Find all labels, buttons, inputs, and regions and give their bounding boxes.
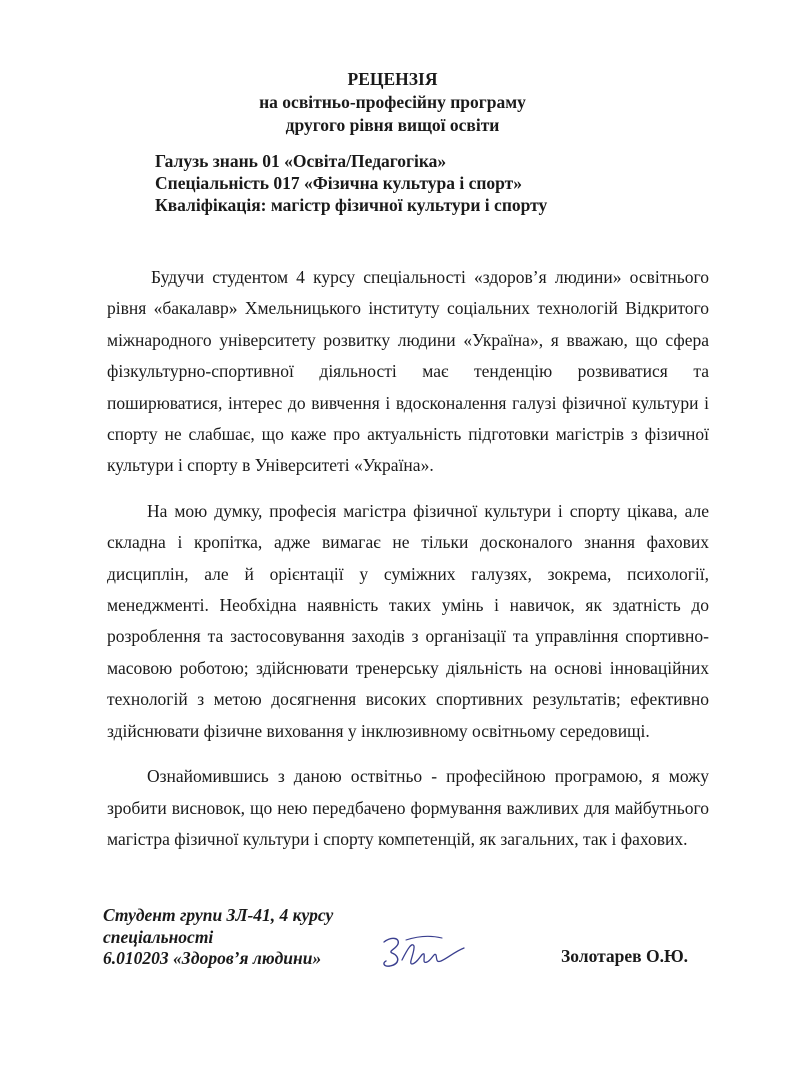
- document-subtitle-1: на освітньо-професійну програму: [259, 92, 526, 112]
- specialty: Спеціальність 017 «Фізична культура і спорт»: [155, 173, 523, 193]
- handwritten-signature-icon: [378, 930, 468, 974]
- author-position-line-3: 6.010203 «Здоров’я людини»: [103, 948, 322, 968]
- body-paragraph-3: Ознайомившись з даною оствітньо - професійною програмою, я можу зробити висновок, що нею передбачено формування важливих для майбутнього магістра фізичної культури і спорту компетенцій, як загальних, так і фахових.: [107, 766, 709, 849]
- body-paragraph-1: Будучи студентом 4 курсу спеціальності «здоров’я людини» освітнього рівня «бакалавр» Хмельницького інституту соціальних технологій Відкритого міжнародного університету розвитку людини «Україна», я вважаю, що сфера фізкультурно-спортивної діяльності має тенденцію розвиватися та поширюватися, інтерес до вивчення і вдосконалення галузі фізичної культури і спорту не слабшає, що каже про актуальність підготовки магістрів з фізичної культури і спорту в Університеті «Україна».: [107, 267, 709, 476]
- field-of-knowledge: Галузь знань 01 «Освіта/Педагогіка»: [155, 151, 447, 171]
- document-subtitle-2: другого рівня вищої освіти: [285, 115, 500, 135]
- review-body: [107, 262, 709, 869]
- author-position: [103, 905, 333, 970]
- program-meta: [155, 150, 547, 216]
- signer-name: Золотарев О.Ю.: [561, 946, 689, 966]
- qualification: Кваліфікація: магістр фізичної культури і спорту: [155, 195, 548, 215]
- body-paragraph-2: На мою думку, професія магістра фізичної культури і спорту цікава, але складна і кропітка, адже вимагає не тільки досконалого знання фахових дисциплін, але й орієнтації у суміжних галузях, зокрема, психології, менеджменті. Необхідна наявність таких умінь і навичок, як здатність до розроблення та застосовування заходів з організації та управління спортивно-масовою роботою; здійснювати тренерську діяльність на основі інноваційних технологій з метою досягнення високих спортивних результатів; ефективно здійснювати фізичне виховання у інклюзивному освітньому середовищі.: [107, 500, 709, 741]
- author-position-line-2: спеціальності: [103, 926, 214, 947]
- document-header: [0, 68, 785, 137]
- author-position-line-1: Студент групи ЗЛ-41, 4 курсу: [103, 905, 334, 925]
- document-title: РЕЦЕНЗІЯ: [347, 69, 438, 89]
